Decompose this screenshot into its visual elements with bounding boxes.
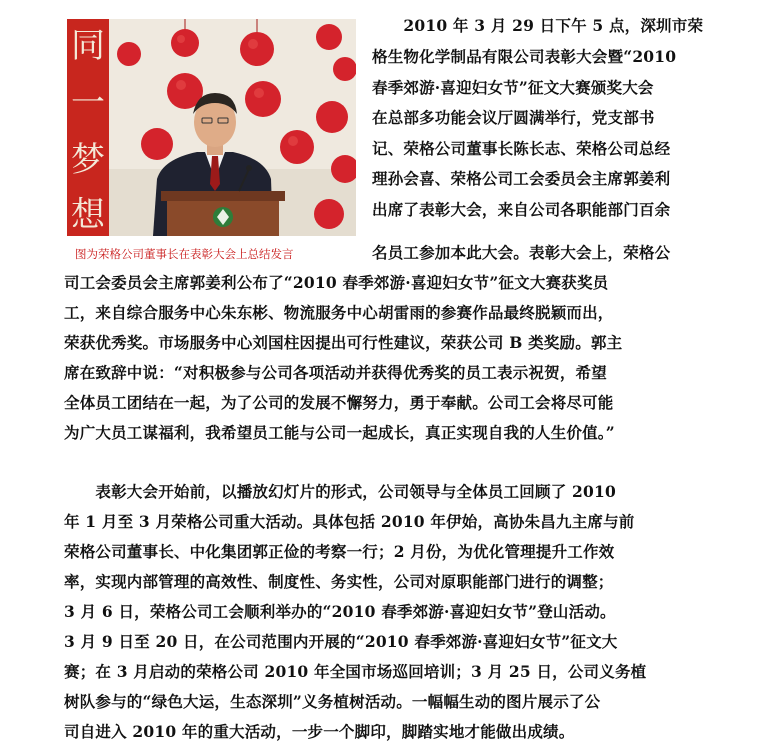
text-line: 赛；在 3 月启动的荣格公司 2010 年全国市场巡回培训；3 月 25 日，公司义务植 xyxy=(64,662,647,681)
text-line: 荣格公司董事长、中化集团郭正俭的考察一行；2 月份，为优化管理提升工作效 xyxy=(64,542,615,561)
text-line: 全体员工团结在一起，为了公司的发展不懈努力，勇于奉献。公司工会将尽可能 xyxy=(64,393,614,412)
text-line: 春季郊游·喜迎妇女节”征文大赛颁奖大会 xyxy=(372,78,654,97)
text-line: 表彰大会开始前，以播放幻灯片的形式，公司领导与全体员工回顾了 2010 xyxy=(64,482,616,501)
speaker-photo xyxy=(67,19,356,236)
text-line: 司自进入 2010 年的重大活动，一步一个脚印，脚踏实地才能做出成绩。 xyxy=(64,722,575,741)
banner-char-1: 同 xyxy=(71,26,105,66)
text-line: 名员工参加本此大会。表彰大会上，荣格公 xyxy=(372,243,671,262)
text-line: 记、荣格公司董事长陈长志、荣格公司总经 xyxy=(372,139,671,158)
text-line: 在总部多功能会议厅圆满举行，党支部书 xyxy=(372,108,655,127)
text-line: 出席了表彰大会，来自公司各职能部门百余 xyxy=(372,200,671,219)
photo-caption: 图为荣格公司董事长在表彰大会上总结发言 xyxy=(75,247,294,261)
text-line: 年 1 月至 3 月荣格公司重大活动。具体包括 2010 年伊始，高协朱昌九主席与前 xyxy=(64,512,635,531)
text-line: 司工会委员会主席郭姜利公布了“2010 春季郊游·喜迎妇女节”征文大赛获奖员 xyxy=(64,273,609,292)
text-line: 席在致辞中说：“对积极参与公司各项活动并获得优秀奖的员工表示祝贺，希望 xyxy=(64,363,607,382)
text-line: 工，来自综合服务中心朱东彬、物流服务中心胡雷雨的参赛作品最终脱颖而出， xyxy=(64,303,614,322)
speaker-photo-illustration xyxy=(67,19,356,236)
text-line: 为广大员工谋福利，我希望员工能与公司一起成长，真正实现自我的人生价值。” xyxy=(64,423,615,442)
text-line: 3 月 9 日至 20 日，在公司范围内开展的“2010 春季郊游·喜迎妇女节”征文大 xyxy=(64,632,618,651)
text-line: 率，实现内部管理的高效性、制度性、务实性，公司对原职能部门进行的调整； xyxy=(64,572,614,591)
text-line: 树队参与的“绿色大运，生态深圳”义务植树活动。一幅幅生动的图片展示了公 xyxy=(64,692,601,711)
text-line: 理孙会喜、荣格公司工会委员会主席郭姜利 xyxy=(372,169,671,188)
banner-char-3: 梦 xyxy=(71,140,105,180)
text-line: 荣获优秀奖。市场服务中心刘国柱因提出可行性建议，荣获公司 B 类奖励。郭主 xyxy=(64,333,623,352)
banner-char-2: 一 xyxy=(71,83,105,123)
banner-char-4: 想 xyxy=(71,195,105,235)
text-line: 3 月 6 日，荣格公司工会顺利举办的“2010 春季郊游·喜迎妇女节”登山活动。 xyxy=(64,602,616,621)
text-line: 2010 年 3 月 29 日下午 5 点，深圳市荣 xyxy=(372,16,704,35)
text-line: 格生物化学制品有限公司表彰大会暨“2010 xyxy=(372,47,677,66)
